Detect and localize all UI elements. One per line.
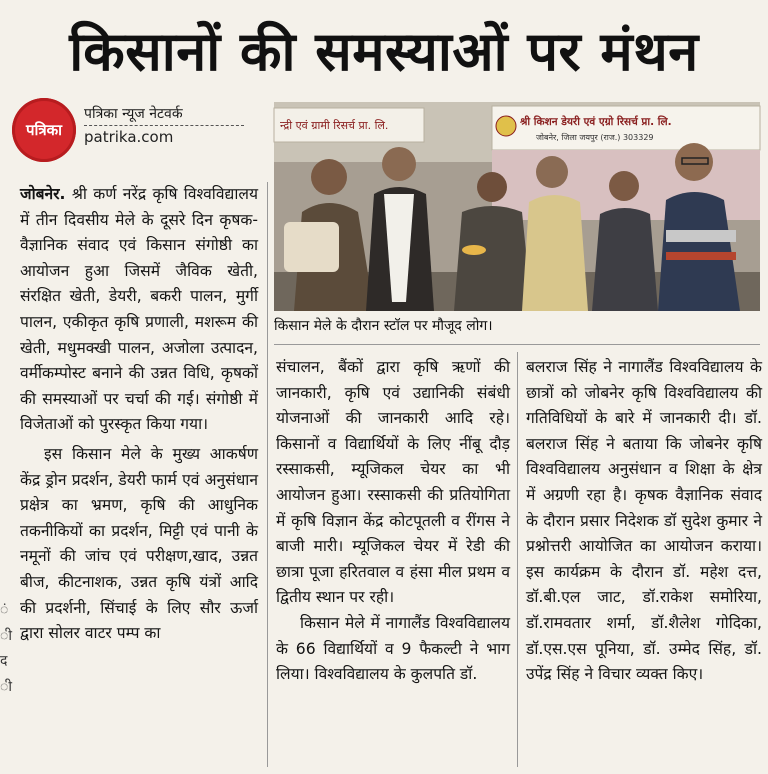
- banner-left-text: न्द्री एवं ग्रामी रिसर्च प्रा. लि.: [280, 119, 389, 132]
- byline-network: पत्रिका न्यूज नेटवर्क: [84, 106, 183, 122]
- patrika-logo: पत्रिका: [12, 98, 76, 162]
- byline: [84, 106, 249, 146]
- fragment-line: द: [0, 653, 8, 670]
- column-divider-2: [517, 352, 518, 767]
- article-paragraph-1: [20, 182, 258, 438]
- stall-scene-illustration: [274, 102, 760, 311]
- dateline: जोबनेर.: [20, 185, 66, 203]
- fragment-line: ी: [0, 678, 12, 695]
- fragment-line: ं: [0, 602, 9, 618]
- paragraph-1-text: श्री कर्ण नरेंद्र कृषि विश्वविद्यालय में तीन दिवसीय मेले के दूसरे दिन कृषक-वैज्ञानिक संवाद एवं किसान संगोष्ठी का आयोजन हुआ जिसमें जैविक खेती, संरक्षित खेती, डेयरी, बकरी पालन, मुर्गी पालन, एकीकृत कृषि प्रणाली, मशरूम की खेती, मधुमक्खी पालन, अजोला उत्पादन, वर्मीकम्पोस्ट बनाने की उन्नत विधि, कृषकों की समस्याओं पर चर्चा की गई। संगोष्ठी में विजेताओं को पुरस्कृत किया गया।: [20, 185, 258, 434]
- article-paragraph-5: बलराज सिंह ने नागालैंड विश्वविद्यालय के छात्रों को जोबनेर कृषि विश्वविद्यालय की गतिविधियों के बारे में जानकारी दी। डॉ. बलराज सिंह ने बताया कि जोबनेर कृषि विश्वविद्यालय अनुसंधान व शिक्षा के क्षेत्र में अग्रणी रहा है। कृषक वैज्ञानिक संवाद के दौरान प्रसार निदेशक डॉ सुदेश कुमार ने प्रश्नोत्तरी आयोजित का आयोजन कराया। इस कार्यक्रम के दौरान डॉ. महेश दत्त, डॉ.बी.एल जाट, डॉ.राकेश समोरिया, डॉ.रामवतार शर्मा, डॉ.शैलेश गोदिका, डॉ.एस.एस पूनिया, डॉ. उम्मेद सिंह, डॉ. उपेंद्र सिंह ने विचार व्यक्त किए।: [526, 358, 762, 684]
- photo-caption: किसान मेले के दौरान स्टॉल पर मौजूद लोग।: [274, 318, 493, 334]
- article-paragraph-2: इस किसान मेले के मुख्य आकर्षण केंद्र ड्रोन प्रदर्शन, डेयरी फार्म एवं अनुसंधान प्रक्षेत्र का भ्रमण, कृषि की आधुनिक तकनीकियों का प्रदर्शन, मिट्टी एवं पानी के नमूनों की जांच एवं परीक्षण,खाद, उन्नत बीज, कीटनाशक, उन्नत कृषि यंत्रों आदि की प्रदर्शनी, सिंचाई के लिए सौर ऊर्जा द्वारा सोलर वाटर पम्प का: [20, 444, 258, 643]
- adjacent-article-fragment: [0, 598, 10, 700]
- article-column-1: [20, 182, 258, 647]
- byline-divider: [84, 125, 244, 126]
- headline: किसानों की समस्याओं पर मंथन: [69, 20, 699, 83]
- article-column-3: [526, 355, 762, 688]
- fragment-line: ी: [0, 627, 12, 644]
- byline-site: patrika.com: [84, 128, 174, 146]
- caption-divider: [274, 344, 760, 345]
- news-photo: [274, 102, 760, 311]
- banner-right-text: श्री किशन डेयरी एवं एग्रो रिसर्च प्रा. लि.: [520, 116, 672, 128]
- article-paragraph-4: किसान मेले में नागालैंड विश्वविद्यालय के 66 विद्यार्थियों व 9 फैकल्टी ने भाग लिया। विश्वविद्यालय के कुलपति डॉ.: [276, 613, 510, 684]
- banner-right-address: जोबनेर, जिला जयपुर (राज.) 303329: [536, 133, 654, 142]
- article-paragraph-3: संचालन, बैंकों द्वारा कृषि ऋणों की जानकारी, कृषि एवं उद्यानिकी संबंधी योजनाओं की जानकारी आदि रहे। किसानों व विद्यार्थियों के लिए नींबू दौड़ रस्साकसी, म्यूजिकल चेयर का भी आयोजन हुआ। रस्साकसी की प्रतियोगिता में कृषि विज्ञान केंद्र कोटपूतली व रींगस ने बाजी मारी। म्यूजिकल चेयर में रेडी की छात्रा पूजा हरितवाल व हंसा मील प्रथम व द्वितीय स्थान पर रही।: [276, 358, 510, 607]
- article-column-2: [276, 355, 510, 688]
- column-divider-1: [267, 182, 268, 767]
